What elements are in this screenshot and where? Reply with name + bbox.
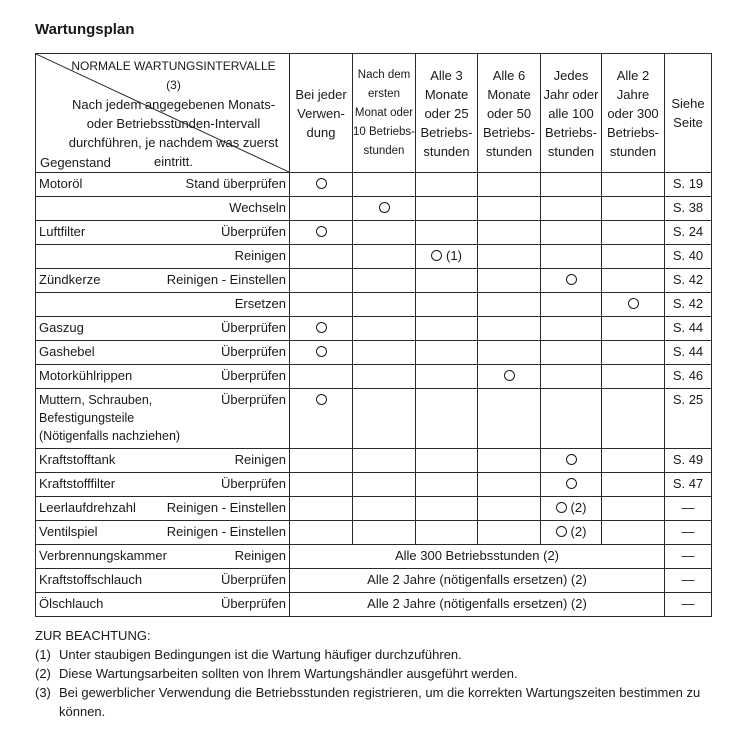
table-row — [36, 197, 712, 221]
interval-cell — [602, 173, 665, 197]
page-reference: S. 44 — [665, 341, 712, 365]
interval-cell — [416, 365, 478, 389]
page-title: Wartungsplan — [35, 21, 135, 38]
note-reference: (2) — [570, 524, 587, 539]
item-cell — [36, 593, 290, 617]
header-line: Monate — [424, 86, 469, 102]
interval-cell — [541, 269, 602, 293]
interval-cell — [478, 293, 541, 317]
item-cell — [36, 293, 290, 317]
circle-mark-icon — [379, 202, 390, 213]
interval-cell — [353, 173, 416, 197]
table-header-row — [36, 54, 712, 173]
action-label: Überprüfen — [220, 224, 286, 239]
note-text: Diese Wartungsarbeiten sollten von Ihrem Wartungshändler ausgeführt werden. — [59, 666, 518, 681]
interval-cell — [541, 293, 602, 317]
header-line: Betriebs- — [482, 124, 536, 140]
action-label: Reinigen - Einstellen — [166, 500, 286, 515]
interval-cell — [290, 473, 353, 497]
table-row — [36, 569, 712, 593]
table-row — [36, 245, 712, 269]
maintenance-table — [35, 53, 712, 617]
interval-description — [64, 57, 283, 171]
interval-cell — [353, 221, 416, 245]
interval-cell — [541, 197, 602, 221]
page-reference: S. 44 — [665, 317, 712, 341]
page-reference: S. 38 — [665, 197, 712, 221]
item-cell — [36, 521, 290, 545]
interval-cell — [290, 245, 353, 269]
item-name: Ölschlauch — [39, 596, 104, 611]
interval-column-header — [478, 54, 541, 173]
interval-cell — [602, 365, 665, 389]
item-name: Motoröl — [39, 176, 83, 191]
interval-cell — [353, 197, 416, 221]
interval-column-header — [602, 54, 665, 173]
circle-mark-icon — [316, 346, 327, 357]
table-row — [36, 473, 712, 497]
circle-mark-icon — [566, 478, 577, 489]
note-item — [35, 664, 715, 683]
item-name: Kraftstoffschlauch — [39, 572, 143, 587]
interval-cell — [353, 521, 416, 545]
interval-cell — [541, 365, 602, 389]
action-label: Ersetzen — [234, 296, 286, 311]
interval-cell — [353, 245, 416, 269]
item-cell — [36, 317, 290, 341]
header-line: 10 Betriebs- — [353, 125, 416, 138]
header-line: Jedes — [553, 67, 589, 83]
action-label: Überprüfen — [220, 368, 286, 383]
interval-cell — [416, 293, 478, 317]
circle-mark-icon — [316, 178, 327, 189]
note-text: Bei gewerblicher Verwendung die Betriebsstunden registrieren, um die korrekten Wartungszeiten bestimmen zu können. — [59, 685, 701, 719]
table-row — [36, 593, 712, 617]
interval-cell — [602, 449, 665, 473]
page-reference: — — [665, 497, 712, 521]
interval-cell — [416, 197, 478, 221]
interval-cell — [541, 521, 602, 545]
item-cell — [36, 341, 290, 365]
table-row — [36, 269, 712, 293]
interval-cell — [541, 341, 602, 365]
item-cell — [36, 497, 290, 521]
item-name: Zündkerze — [39, 272, 101, 287]
interval-cell — [602, 269, 665, 293]
note-number: (3) — [35, 685, 51, 700]
interval-cell — [478, 521, 541, 545]
interval-cell — [541, 497, 602, 521]
item-name: Ventilspiel — [39, 524, 98, 539]
interval-cell — [602, 521, 665, 545]
interval-cell — [478, 449, 541, 473]
interval-cell — [478, 173, 541, 197]
interval-cell — [541, 449, 602, 473]
interval-cell — [290, 269, 353, 293]
action-label: Überprüfen — [220, 392, 286, 407]
interval-cell — [602, 473, 665, 497]
note-item — [35, 645, 715, 664]
interval-cell — [541, 389, 602, 449]
action-label: Wechseln — [229, 200, 286, 215]
interval-span-cell: Alle 2 Jahre (nötigenfalls ersetzen) (2) — [290, 593, 665, 617]
interval-cell — [290, 449, 353, 473]
interval-line: Nach jedem angegebenen Monats- — [71, 97, 276, 112]
interval-cell — [478, 473, 541, 497]
interval-cell — [602, 197, 665, 221]
action-label: Stand überprüfen — [185, 176, 286, 191]
action-label: Überprüfen — [220, 344, 286, 359]
note-number: (2) — [35, 666, 51, 681]
interval-cell — [290, 341, 353, 365]
table-row — [36, 545, 712, 569]
page-reference: — — [665, 593, 712, 617]
row-separator — [149, 292, 289, 293]
interval-cell — [290, 497, 353, 521]
interval-cell — [478, 197, 541, 221]
interval-column-header — [353, 54, 416, 173]
item-name: Verbrennungskammer — [39, 548, 167, 563]
header-line: oder 300 — [607, 105, 659, 121]
action-label: Reinigen — [234, 452, 286, 467]
page-reference: — — [665, 521, 712, 545]
interval-cell — [353, 473, 416, 497]
item-cell — [36, 197, 290, 221]
action-label: Reinigen — [234, 548, 286, 563]
header-line: Monat oder — [354, 106, 414, 119]
circle-mark-icon — [431, 250, 442, 261]
action-label: Überprüfen — [220, 596, 286, 611]
page-column-header — [665, 54, 712, 173]
interval-cell — [541, 173, 602, 197]
interval-cell — [602, 221, 665, 245]
interval-cell — [353, 317, 416, 341]
interval-cell — [416, 269, 478, 293]
notes-heading: ZUR BEACHTUNG: — [35, 628, 151, 643]
header-line: Betriebs- — [544, 124, 598, 140]
item-cell — [36, 449, 290, 473]
row-separator — [149, 196, 289, 197]
interval-cell — [416, 473, 478, 497]
interval-cell — [416, 389, 478, 449]
interval-cell — [353, 341, 416, 365]
interval-cell — [602, 293, 665, 317]
interval-line: oder Betriebsstunden-Intervall — [86, 116, 261, 131]
action-label: Überprüfen — [220, 320, 286, 335]
note-number: (1) — [35, 647, 51, 662]
item-name — [36, 293, 39, 295]
header-line: oder 25 — [424, 105, 469, 121]
interval-cell — [478, 365, 541, 389]
interval-cell — [416, 221, 478, 245]
header-line: Bei jeder — [295, 86, 347, 102]
item-name: Motorkühlrippen — [39, 368, 133, 383]
table-row — [36, 317, 712, 341]
interval-line: eintritt. — [153, 154, 193, 169]
item-cell — [36, 389, 290, 449]
header-line: stunden — [609, 143, 657, 159]
item-name: Leerlaufdrehzahl — [39, 500, 136, 515]
interval-cell — [478, 497, 541, 521]
interval-cell — [290, 221, 353, 245]
table-body — [36, 173, 712, 617]
interval-cell — [541, 221, 602, 245]
item-name: Gashebel — [39, 344, 95, 359]
header-line: alle 100 — [548, 105, 594, 121]
interval-cell — [478, 341, 541, 365]
interval-span-cell: Alle 2 Jahre (nötigenfalls ersetzen) (2) — [290, 569, 665, 593]
interval-column-header — [290, 54, 353, 173]
item-cell — [36, 245, 290, 269]
interval-cell — [478, 269, 541, 293]
interval-cell — [602, 497, 665, 521]
note-reference: (1) — [446, 248, 462, 263]
interval-cell — [602, 317, 665, 341]
interval-cell — [541, 473, 602, 497]
page-reference: — — [665, 545, 712, 569]
item-cell — [36, 569, 290, 593]
interval-cell — [416, 497, 478, 521]
header-line: stunden — [363, 144, 405, 157]
interval-cell — [353, 293, 416, 317]
interval-cell — [541, 317, 602, 341]
page-reference: — — [665, 569, 712, 593]
header-line: stunden — [547, 143, 595, 159]
circle-mark-icon — [556, 502, 567, 513]
interval-cell — [478, 389, 541, 449]
page-reference: S. 42 — [665, 269, 712, 293]
page-reference: S. 46 — [665, 365, 712, 389]
circle-mark-icon — [556, 526, 567, 537]
table-row — [36, 221, 712, 245]
header-line: Seite — [673, 115, 703, 130]
interval-cell — [416, 449, 478, 473]
interval-cell — [416, 341, 478, 365]
note-text: Unter staubigen Bedingungen ist die Wartung häufiger durchzuführen. — [59, 647, 462, 662]
interval-cell — [478, 221, 541, 245]
item-column-label: Gegenstand — [40, 155, 111, 170]
page-reference: S. 49 — [665, 449, 712, 473]
item-cell — [36, 173, 290, 197]
header-line: dung — [306, 124, 336, 140]
header-line: Siehe — [671, 96, 705, 111]
header-line: stunden — [485, 143, 533, 159]
item-name: Muttern, Schrauben, Befestigungsteile (Nötigenfalls nachziehen) — [39, 393, 181, 443]
item-cell — [36, 473, 290, 497]
interval-cell — [416, 521, 478, 545]
interval-cell — [353, 389, 416, 449]
interval-cell — [416, 173, 478, 197]
circle-mark-icon — [566, 454, 577, 465]
item-cell — [36, 545, 290, 569]
action-label: Überprüfen — [220, 476, 286, 491]
circle-mark-icon — [316, 226, 327, 237]
header-line: oder 50 — [486, 105, 532, 121]
interval-cell — [541, 245, 602, 269]
interval-span-cell: Alle 300 Betriebsstunden (2) — [290, 545, 665, 569]
interval-cell — [290, 293, 353, 317]
table-row — [36, 173, 712, 197]
circle-mark-icon — [628, 298, 639, 309]
header-line: stunden — [423, 143, 470, 159]
interval-cell — [290, 197, 353, 221]
interval-cell — [353, 365, 416, 389]
interval-cell — [353, 269, 416, 293]
circle-mark-icon — [316, 322, 327, 333]
page-reference: S. 25 — [665, 389, 712, 449]
table-row — [36, 293, 712, 317]
interval-cell — [290, 317, 353, 341]
interval-header-cell — [36, 54, 290, 173]
notes-section — [35, 626, 715, 721]
note-item — [35, 683, 715, 721]
item-cell — [36, 221, 290, 245]
action-label: Reinigen — [234, 248, 286, 263]
note-reference: (2) — [570, 500, 587, 515]
item-cell — [36, 365, 290, 389]
item-name: Gaszug — [39, 320, 84, 335]
circle-mark-icon — [316, 394, 327, 405]
table-row — [36, 365, 712, 389]
header-line: Alle 2 — [616, 67, 650, 83]
interval-cell — [416, 317, 478, 341]
interval-cell — [290, 365, 353, 389]
action-label: Reinigen - Einstellen — [166, 272, 286, 287]
header-line: Betriebs- — [606, 124, 660, 140]
item-name — [36, 197, 39, 199]
table-row — [36, 341, 712, 365]
interval-column-header — [416, 54, 478, 173]
header-line: Jahre — [616, 86, 650, 102]
circle-mark-icon — [566, 274, 577, 285]
circle-mark-icon — [504, 370, 515, 381]
header-line: ersten — [368, 87, 400, 100]
interval-heading: NORMALE WARTUNGSINTERVALLE (3) — [71, 59, 276, 92]
item-name: Luftfilter — [39, 224, 86, 239]
header-line: Verwen- — [297, 105, 345, 121]
header-line: Alle 6 — [492, 67, 526, 83]
page-reference: S. 19 — [665, 173, 712, 197]
item-name: Kraftstofftank — [39, 452, 116, 467]
interval-cell — [478, 245, 541, 269]
interval-cell — [602, 341, 665, 365]
interval-column-header — [541, 54, 602, 173]
page-reference: S. 40 — [665, 245, 712, 269]
interval-cell — [602, 389, 665, 449]
interval-cell — [290, 173, 353, 197]
page-reference: S. 47 — [665, 473, 712, 497]
interval-cell — [353, 497, 416, 521]
item-name: Kraftstofffilter — [39, 476, 116, 491]
header-line: Alle 3 — [430, 67, 463, 83]
interval-cell — [602, 245, 665, 269]
interval-cell — [290, 389, 353, 449]
action-label: Überprüfen — [220, 572, 286, 587]
header-line: Betriebs- — [420, 124, 473, 140]
interval-cell — [290, 521, 353, 545]
table-row — [36, 497, 712, 521]
item-name — [36, 245, 39, 247]
table-row — [36, 521, 712, 545]
row-separator — [149, 244, 289, 245]
header-line: Jahr oder — [543, 86, 599, 102]
page-reference: S. 42 — [665, 293, 712, 317]
interval-cell — [353, 449, 416, 473]
interval-line: durchführen, je nachdem was zuerst — [68, 135, 279, 150]
table-row — [36, 449, 712, 473]
header-line: Monate — [487, 86, 531, 102]
table-row — [36, 389, 712, 449]
item-cell — [36, 269, 290, 293]
interval-cell — [478, 317, 541, 341]
page-reference: S. 24 — [665, 221, 712, 245]
action-label: Reinigen - Einstellen — [166, 524, 286, 539]
interval-cell — [416, 245, 478, 269]
header-line: Nach dem — [357, 68, 411, 81]
